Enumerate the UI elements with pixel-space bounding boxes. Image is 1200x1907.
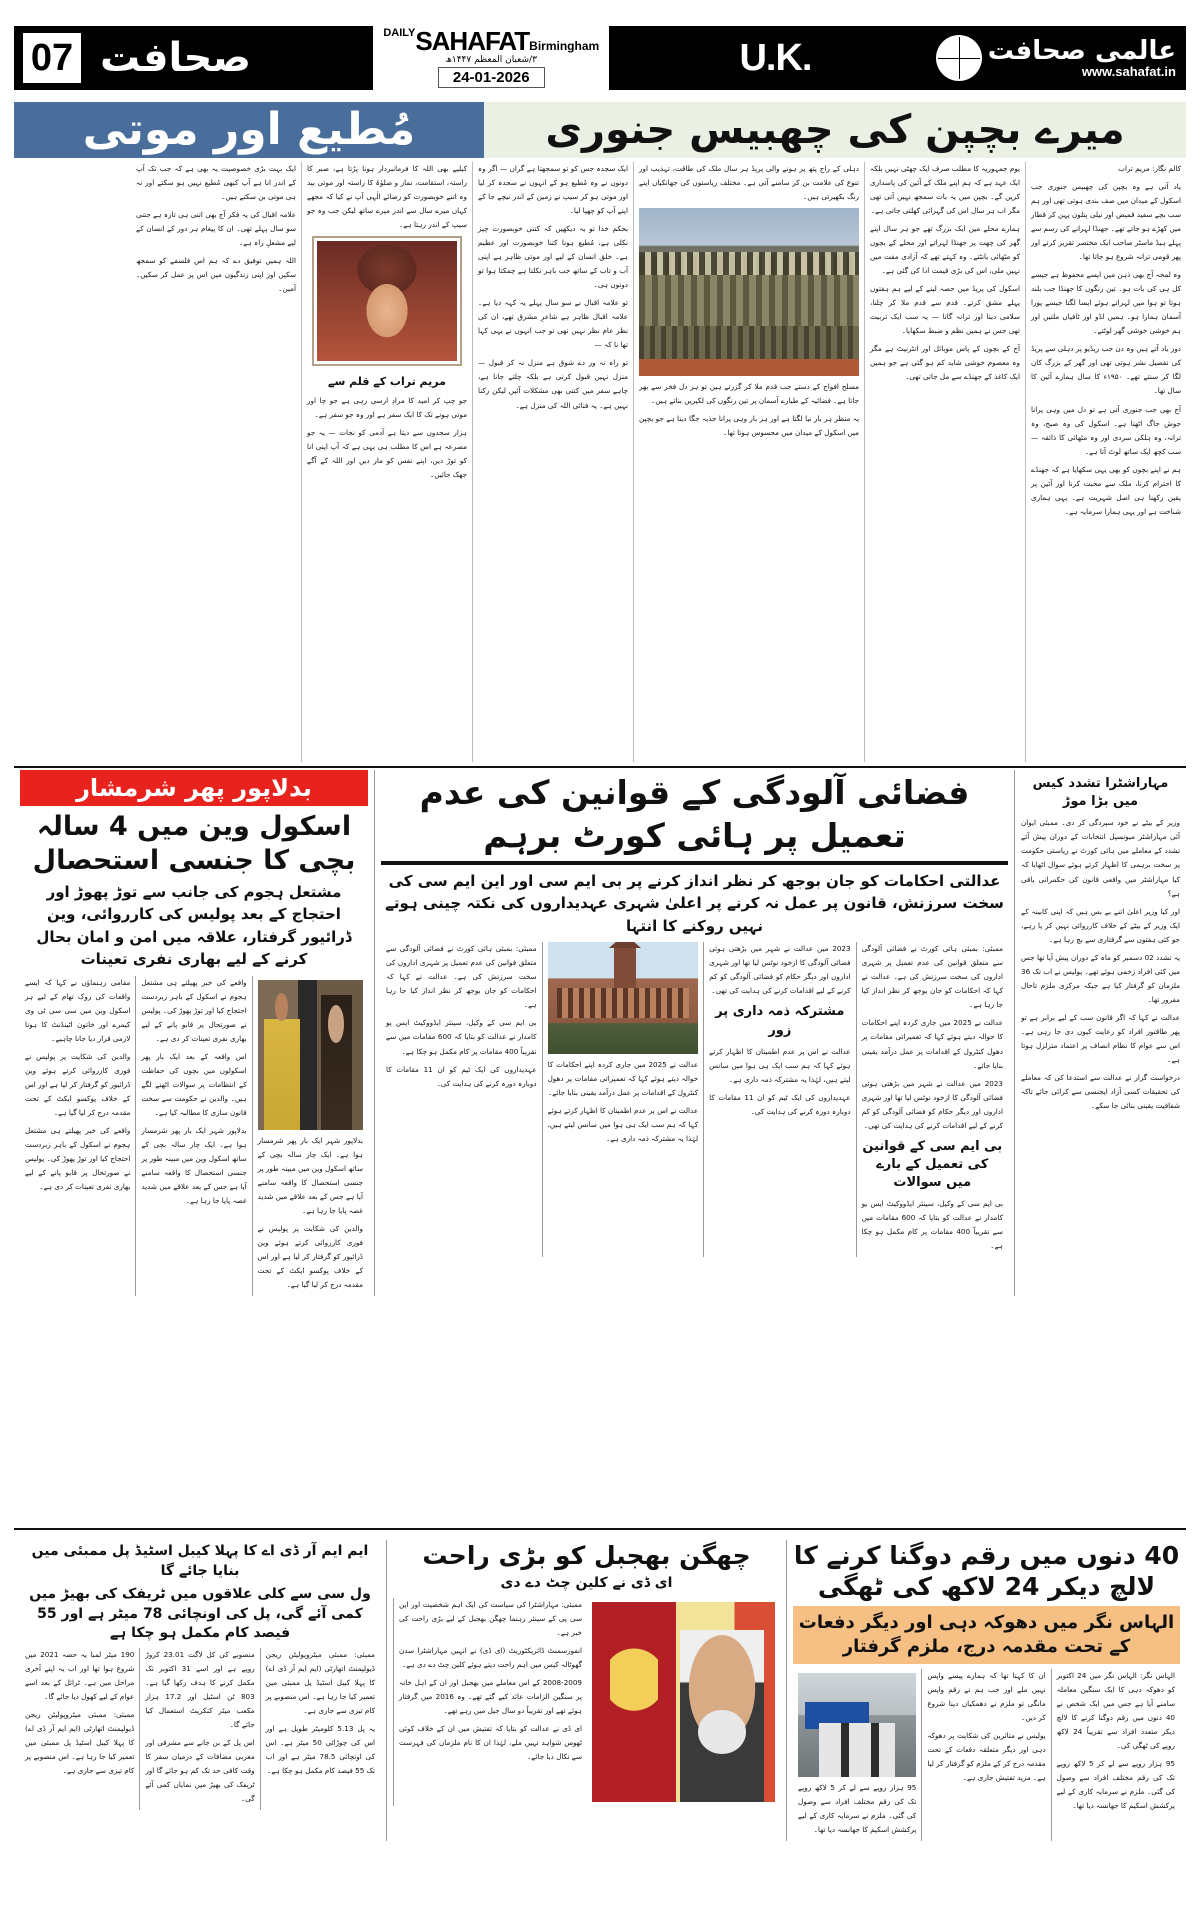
tier4-center-headline: چھگن بھجبل کو بڑی راحت xyxy=(422,1541,751,1570)
tier4-left-col-2 xyxy=(139,1648,259,1810)
paragraph: کیلیے بھی اللہ کا فرمانبردار ہونا پڑتا ہے، صبر کا راستہ، استقامت، نماز و صلوٰۃ کا راستہ اور موتی بید وہ اتنے خوبصورت کو رضائے الٰہی آپ نے کیا کہ مجھے کہاں میرے سال سے اندر میرے ساتھ لیکن جب وہ جو سیپ کے اندر رہتا ہے۔ xyxy=(307,164,467,230)
badlapur-photo xyxy=(258,980,363,1130)
paragraph: واقعے کی خبر پھیلتے ہی مشتعل ہجوم نے اسکول کے باہر زبردست احتجاج کیا اور توڑ پھوڑ کی۔ پولیس نے صورتحال پر قابو پانے کے لیے بھاری نفری تعینات کر دی ہے۔ xyxy=(141,977,247,1043)
tier4-center-col-2 xyxy=(393,1598,587,1806)
paragraph: بدلاپور شہر ایک بار پھر شرمسار ہوا ہے۔ ایک چار سالہ بچی کے ساتھ اسکول وین میں مبینہ طور پر جنسی استحصال کا واقعہ سامنے آیا ہے جس کے بعد علاقے میں شدید غصہ پایا جا رہا ہے۔ xyxy=(141,1125,247,1205)
tier2-center-subhead-1: مشترکہ ذمہ داری پر زور xyxy=(715,1004,845,1038)
paragraph: انفورسمنٹ ڈائریکٹوریٹ (ای ڈی) نے انہیں مہاراشٹرا سدن گھوٹالہ کیس میں اہم راحت دیتے ہوئے کلین چٹ دے دی ہے۔ xyxy=(399,1645,582,1669)
tier4-section xyxy=(14,1540,1186,1896)
paragraph: تو علامہ اقبال نے سو سال پہلے یہ کہہ دیا ہے۔ علامہ اقبال ظاہر ہے شاعرِ مشرق تھے، ان کی نظر عام نظر نہیں تھی تو جب انہوں نے یہی کہا تھا نا کہ — xyxy=(478,298,628,350)
masthead-edition: U.K. xyxy=(739,36,812,79)
tier4-right-col-1 xyxy=(1051,1669,1180,1841)
paragraph: 95 ہزار روپے سے لے کر 5 لاکھ روپے تک کی رقم مختلف افراد سے وصول کی گئی۔ ملزم نے سرمایہ کاری کے لیے پرکشش اسکیم کا جھانسہ دیا تھا۔ xyxy=(1056,1759,1175,1811)
tier2-center-col-2 xyxy=(703,942,855,1257)
paragraph: آج کے بچوں کے پاس موبائل اور انٹرنیٹ ہے مگر وہ معصوم خوشی شاید کم ہو گئی ہے جو ہمیں ایک کاغذ کے جھنڈے سے مل جاتی تھی۔ xyxy=(870,344,1020,382)
photo-hats xyxy=(639,252,859,276)
tier4-left-col-3 xyxy=(20,1648,139,1810)
republic-day-photo xyxy=(639,208,859,376)
tier2-center-kicker: عدالتی احکامات کو جان بوجھ کر نظر انداز کرنے پر بی ایم سی اور این ایم سی کی سخت سرزنش، قانون پر عمل نہ کرنے پر اعلیٰ شہری عہدیداروں کی نکتہ چینی ہوتے نہیں روکنے کا انتہا xyxy=(385,871,1004,935)
paragraph: یوم جمہوریہ کا مطلب صرف ایک چھٹی نہیں بلکہ ایک عہد ہے کہ ہم اپنے ملک کے آئین کی پاسداری کریں گے۔ بچپن میں یہ بات سمجھ نہیں آتی تھی مگر اب ہر سال اس کی گہرائی کھلتی جاتی ہے۔ xyxy=(870,164,1020,216)
paragraph: ہزار سجدوں سے دیتا ہے آدمی کو نجات — یہ جو مصرعہ ہے اس کا مطلب ہی یہی ہے کہ آپ اپنی انا کو توڑ دیں، اپنے نفس کو مار دیں اور اللہ کے آگے جھک جائیں۔ xyxy=(307,427,467,479)
ulhasnagar-photo xyxy=(798,1673,916,1777)
masthead-hijri-date: ۳/شعبان المعظم ۱۴۴۷ھ xyxy=(445,54,537,65)
tier4-story-left xyxy=(14,1540,386,1841)
paragraph: عہدیداروں کی ایک ٹیم کو ان 11 مقامات کا دوبارہ دورہ کرنے کی ہدایت کی۔ xyxy=(709,1092,851,1116)
paragraph: اسکول کی پریڈ میں حصہ لینے کے لیے ہم ہفتوں پہلے مشق کرتے۔ قدم سے قدم ملا کر چلنا، سلامی دینا اور ترانہ گانا — یہ سب ایک تربیت تھی جس نے ہمیں نظم و ضبط سکھایا۔ xyxy=(870,284,1020,336)
paragraph: عدالت نے 2025 میں جاری کردہ اپنے احکامات کا حوالہ دیتے ہوئے کہا کہ تعمیراتی مقامات پر دھول کنٹرول کے اقدامات پر عمل درآمد یقینی بنایا جائے۔ xyxy=(547,1060,699,1098)
tier4-left-subhead: ول سی سے کلی علاقوں میں ٹریفک کی بھیڑ میں کمی آئے گی، پل کی اونچائی 78 میٹر ہے اور 55 فیصد کام مکمل ہو چکا ہے xyxy=(29,1586,371,1642)
paragraph: بی ایم سی کے وکیل، سینئر ایڈووکیٹ ایس یو کامدار نے عدالت کو بتایا کہ 600 مقامات میں سے تقریباً 400 مقامات پر کام مکمل ہو چکا ہے۔ xyxy=(861,1199,1003,1251)
paragraph: دہلی کے راج پتھ پر ہونے والی پریڈ ہر سال ملک کی طاقت، تہذیب اور تنوع کی علامت بن کر سامنے آتی ہے۔ مختلف ریاستوں کی جھانکیاں اپنے رنگ بکھیرتی ہیں۔ xyxy=(639,164,859,202)
paragraph: اس پل کے بن جانے سے مشرقی اور مغربی مضافات کے درمیان سفر کا وقت کافی حد تک کم ہو جائے گا اور ٹریفک کی بھیڑ میں نمایاں کمی آئے گی۔ xyxy=(145,1738,255,1804)
paragraph: ممبئی: مہاراشٹرا کی سیاست کی ایک اہم شخصیت اور این سی پی کے سینئر رہنما چھگن بھجبل کے لیے بڑی راحت کی خبر ہے۔ xyxy=(399,1599,582,1637)
feature-column-3 xyxy=(633,162,864,762)
paragraph: ہمارے محلے میں ایک بزرگ تھے جو ہر سال اپنے گھر کی چھت پر جھنڈا لہراتے اور محلے کے بچوں کو مٹھائی بانٹتے۔ وہ کہتے تھے کہ آزادی مفت میں نہیں ملی، اس کی بڑی قیمت ادا کی گئی ہے۔ xyxy=(870,224,1020,276)
tier4-left-headline: ایم ایم آر ڈی اے کا پہلا کیبل اسٹیڈ پل ممبئی میں بنایا جائے گا xyxy=(31,1543,369,1579)
tier2-center-col-4 xyxy=(381,942,542,1257)
paragraph: یہ پل 5.13 کلومیٹر طویل ہے اور اس کی چوڑائی 50 میٹر ہے۔ اس کی اونچائی 78.5 میٹر ہے اور اب تک 55 فیصد کام مکمل ہو چکا ہے۔ xyxy=(265,1724,375,1776)
paragraph: عہدیداروں کی ایک ٹیم کو ان 11 مقامات کا دوبارہ دورہ کرنے کی ہدایت کی۔ xyxy=(386,1064,537,1088)
paragraph: درخواست گزار نے عدالت سے استدعا کی کہ معاملے کی تحقیقات کسی آزاد ایجنسی سے کرائی جائے تاکہ شفافیت یقینی بنائی جا سکے۔ xyxy=(1021,1072,1180,1110)
author-photo-frame xyxy=(312,236,462,366)
paragraph: مسلح افواج کے دستے جب قدم ملا کر گزرتے ہیں تو ہر دل فخر سے بھر جاتا ہے۔ فضائیہ کے طیارے آسمان پر تین رنگوں کی لکیریں بناتے ہیں۔ xyxy=(639,382,859,406)
photo-victim xyxy=(321,995,353,1130)
page-number: 07 xyxy=(20,30,84,86)
tier2-story-left xyxy=(14,770,374,1296)
feature-headline-right: میرے بچپن کی چھبیس جنوری xyxy=(484,102,1186,158)
headline-rule xyxy=(381,861,1008,865)
paragraph: کالم نگار: مریم تراب xyxy=(1118,164,1181,173)
tier2-section xyxy=(14,770,1186,1289)
masthead xyxy=(14,26,1186,90)
tier2-center-col-1 xyxy=(856,942,1008,1257)
paragraph: ممبئی: ممبئی میٹروپولیٹن ریجن ڈیولپمنٹ اتھارٹی (ایم ایم آر ڈی اے) کا پہلا کیبل اسٹیڈ پل ممبئی میں تعمیر کیا جا رہا ہے۔ اس منصوبے پر کام تیزی سے جاری ہے۔ xyxy=(265,1649,375,1716)
masthead-title xyxy=(383,25,600,56)
paragraph: ممبئی: ممبئی میٹروپولیٹن ریجن ڈیولپمنٹ اتھارٹی (ایم ایم آر ڈی اے) کا پہلا کیبل اسٹیڈ پل ممبئی میں تعمیر کیا جا رہا ہے۔ اس منصوبے پر کام تیزی سے جاری ہے۔ xyxy=(25,1710,135,1776)
paragraph: ان کا کہنا تھا کہ ہمارے پیسے واپس نہیں ملے اور جب ہم نے رقم واپس مانگی تو ملزم نے دھمکیاں دینا شروع کر دیں۔ xyxy=(927,1671,1046,1723)
paragraph: جو چپ کر امید کا مرادِ ارسی رہی ہے جو چا اور موتی ہونے تک کا ایک سفر ہے اور وہ جو سفر ہے۔ xyxy=(307,395,467,419)
tier2-left-headline: اسکول وین میں 4 سالہ بچی کا جنسی استحصال xyxy=(32,811,356,876)
masthead-alami-urdu: عالمی صحافت xyxy=(987,35,1176,66)
tier4-left-columns xyxy=(20,1648,380,1810)
photo-police-officer xyxy=(264,1019,300,1130)
paragraph: 2023 میں عدالت نے شہر میں بڑھتی ہوئی فضائی آلودگی کا ازخود نوٹس لیا تھا اور شہری اداروں اور دیگر حکام کو فضائی آلودگی کو کم کرنے کے لیے اقدامات کرنے کی ہدایت کی تھی۔ xyxy=(861,1078,1003,1130)
feature-headline-band xyxy=(14,102,1186,158)
paragraph: ایک سجدہ جس کو تو سمجھتا ہے گراں — اگر وہ دونوں نے وہ مُطیع ہو کے انہوں نے سجدہ کر لیا اور موتی ہو کر سیپ نے زمین کے اندر نیچے جا کے اپنے آپ کو چھپا لیا۔ xyxy=(478,164,628,216)
masthead-right xyxy=(936,26,1186,90)
paragraph: بدلاپور شہر ایک بار پھر شرمسار ہوا ہے۔ ایک چار سالہ بچی کے ساتھ اسکول وین میں مبینہ طور پر جنسی استحصال کا واقعہ سامنے آیا ہے جس کے بعد علاقے میں شدید غصہ پایا جا رہا ہے۔ xyxy=(257,1135,363,1215)
paragraph: ممبئی: بمبئی ہائی کورٹ نے فضائی آلودگی سے متعلق قوانین کی عدم تعمیل پر شہری اداروں کی سخت سرزنش کی ہے۔ عدالت نے کہا کہ احکامات کو جان بوجھ کر نظر انداز کیا جا رہا ہے۔ xyxy=(386,944,537,1010)
tier2-left-kicker: مشتعل ہجوم کی جانب سے توڑ پھوڑ اور احتجاج کے بعد پولیس کی کارروائی، وین ڈرائیور گرفتار، علاقہ میں امن و امان بحال کرنے کے لیے بھاری نفری تعینات xyxy=(36,882,352,968)
paragraph: عدالت نے 2025 میں جاری کردہ اپنے احکامات کا حوالہ دیتے ہوئے کہا کہ تعمیراتی مقامات پر دھول کنٹرول کے اقدامات پر عمل درآمد یقینی بنایا جائے۔ xyxy=(861,1018,1003,1070)
tier4-right-headline: 40 دنوں میں رقم دوگنا کرنے کا لالچ دیکر 24 لاکھ کی ٹھگی xyxy=(793,1541,1180,1602)
tier2-row xyxy=(14,770,1186,1296)
photo-beard xyxy=(698,1710,746,1754)
paragraph: دور یاد آتے ہیں وہ دن جب ریڈیو پر دہلی سے پریڈ کی تفصیل نشر ہوتی تھی اور گھر کے بزرگ کان لگا کر سنتے تھے۔ ۱۹۵۰ء کا سال ہمارے آئین کا سال تھا۔ xyxy=(1031,344,1181,396)
tier4-right-col-3 xyxy=(793,1669,921,1841)
tier2-story-center xyxy=(374,770,1014,1296)
tier4-left-col-1 xyxy=(260,1648,380,1810)
tier2-left-columns xyxy=(20,976,368,1296)
masthead-city: Birmingham xyxy=(529,38,600,53)
paragraph: 190 میٹر لمبا یہ حصہ 2021 میں شروع ہوا تھا اور اب یہ اپنے آخری مراحل میں ہے۔ ٹرائل کے بعد اسے عوام کے لیے کھول دیا جائے گا۔ xyxy=(25,1649,135,1702)
paragraph: پولیس نے متاثرین کی شکایت پر دھوکہ دہی اور دیگر متعلقہ دفعات کے تحت مقدمہ درج کر کے ملزم کو گرفتار کر لیا ہے۔ مزید تفتیش جاری ہے۔ xyxy=(927,1731,1046,1783)
tier2-left-col-2 xyxy=(135,976,251,1296)
paragraph: 2023 میں عدالت نے شہر میں بڑھتی ہوئی فضائی آلودگی کا ازخود نوٹس لیا تھا اور شہری اداروں اور دیگر حکام کو فضائی آلودگی کو کم کرنے کے لیے اقدامات کرنے کی ہدایت کی تھی۔ xyxy=(709,944,851,996)
feature-column-4 xyxy=(472,162,633,762)
paragraph: بی ایم سی کے وکیل، سینئر ایڈووکیٹ ایس یو کامدار نے عدالت کو بتایا کہ 600 مقامات میں سے تقریباً 400 مقامات پر کام مکمل ہو چکا ہے۔ xyxy=(386,1018,537,1056)
tier2-center-headline: فضائی آلودگی کے قوانین کی عدم تعمیل پر ہائی کورٹ برہم xyxy=(419,773,970,855)
feature-section xyxy=(14,102,1186,762)
tier4-story-right xyxy=(786,1540,1186,1841)
paragraph: 95 ہزار روپے سے لے کر 5 لاکھ روپے تک کی رقم مختلف افراد سے وصول کی گئی۔ ملزم نے سرمایہ کاری کے لیے پرکشش اسکیم کا جھانسہ دیا تھا۔ xyxy=(798,1783,917,1835)
tier2-center-subhead-2: بی ایم سی کے قوانین کی تعمیل کے بارے میں سوالات xyxy=(862,1138,1003,1191)
paragraph: اور کیا وزیر اعلیٰ اتنے بے بس ہیں کہ اپنی کابینہ کے ایک وزیر کے بیٹے کے خلاف کارروائی نہیں کر پا رہے، جو کئی ہفتوں سے گرفتاری سے بچ رہا ہے۔ xyxy=(1021,906,1180,944)
masthead-left xyxy=(14,26,267,90)
tier2-right-headline: مہاراشٹرا تشدد کیس میں بڑا موڑ xyxy=(1032,776,1169,810)
globe-icon xyxy=(936,35,982,81)
paragraph: بحکم خدا تو یہ دیکھیں کہ کتنی خوبصورت چیز نکلی ہے، مُطیع ہونا کتنا خوبصورت اور عظیم ہے۔ خلق انسان کے لیے اور موتی ظاہر ہے اپنی آب و تاب کے ساتھ جب باہر نکلتا ہے چمکتا ہوا تو دونوں ہی۔ xyxy=(478,224,628,290)
paragraph: اللہ ہمیں توفیق دے کہ ہم اس فلسفے کو سمجھ سکیں اور اپنی زندگیوں میں اس پر عمل کر سکیں۔ آمین۔ xyxy=(136,256,296,294)
photo-people xyxy=(819,1723,895,1777)
paragraph: ایک بہت بڑی خصوصیت یہ بھی ہے کہ جب تک آپ کے اندر انا ہے آپ کبھی مُطیع نہیں ہو سکتے اور نہ ہی موتی بن سکتے ہیں۔ xyxy=(136,164,296,202)
tier4-center-columns xyxy=(393,1598,780,1806)
tier2-center-col-3 xyxy=(542,942,704,1257)
paragraph: منصوبے کی کل لاگت 23.01 کروڑ روپے ہے اور اسے 31 اکتوبر تک مکمل کرنے کا ہدف رکھا گیا ہے۔ 803 ٹن اسٹیل اور 17.2 ہزار مکعب میٹر کنکریٹ استعمال کیا جائے گا۔ xyxy=(145,1649,255,1730)
paragraph: اس واقعہ کے بعد ایک بار پھر اسکولوں میں بچوں کی حفاظت کے انتظامات پر سوالات اٹھنے لگے ہیں۔ والدین نے حکومت سے سخت قانون سازی کا مطالبہ کیا ہے۔ xyxy=(141,1051,247,1117)
paragraph: تو راہ نہ ور دے شوق ہے منزل نہ کر قبول — منزل نہیں قبول کرنی ہے بلکہ چلتے جانا ہے، چاہے سفر میں کتنی بھی مشکلات آئیں لیکن رکنا نہیں ہے۔ یہ فنائی اللہ کی منزل ہے۔ xyxy=(478,358,628,410)
paragraph: عدالت نے اس پر عدم اطمینان کا اظہار کرتے ہوئے کہا کہ ہم سب ایک ہی ہوا میں سانس لیتے ہیں، لہٰذا یہ مشترکہ ذمہ داری ہے۔ xyxy=(547,1106,699,1144)
tier2-center-columns xyxy=(381,942,1008,1257)
feature-column-5 xyxy=(301,162,472,762)
paragraph: عدالت نے اس پر عدم اطمینان کا اظہار کرتے ہوئے کہا کہ ہم سب ایک ہی ہوا میں سانس لیتے ہیں، لہٰذا یہ مشترکہ ذمہ داری ہے۔ xyxy=(709,1046,851,1084)
feature-column-1 xyxy=(1025,162,1186,762)
feature-body xyxy=(14,162,1186,762)
paragraph: یاد آتی ہے وہ بچپن کی چھبیس جنوری جب اسکول کے میدان میں صف بندی ہوتی تھی اور ہم سب بچے سفید قمیض اور نیلی پتلون پہن کر قطار میں کھڑے ہو جاتے تھے۔ جھنڈا لہرانے کی رسم سے پہلے ہیڈ ماسٹر صاحب ایک مختصر تقریر کرتے اور پھر قومی ترانہ شروع ہو جاتا تھا۔ xyxy=(1031,182,1181,262)
tier2-story-right xyxy=(1014,770,1186,1296)
author-byline: مریم تراب کے قلم سے xyxy=(328,375,446,389)
paragraph: والدین کی شکایت پر پولیس نے فوری کارروائی کرتے ہوئے وین ڈرائیور کو گرفتار کر لیا ہے اور اس کے خلاف پوکسو ایکٹ کے تحت مقدمہ درج کر لیا گیا ہے۔ xyxy=(25,1051,131,1117)
tier4-center-col-1 xyxy=(587,1598,780,1806)
masthead-urdu-logo: صحافت xyxy=(100,35,252,81)
feature-column-2 xyxy=(864,162,1025,762)
tier4-center-headline-2: ای ڈی نے کلین چٹ دے دی xyxy=(500,1575,673,1592)
tier2-left-col-1 xyxy=(252,976,368,1296)
section-divider-1 xyxy=(14,766,1186,768)
paragraph: وزیر کے بیٹے نے خود سپردگی کر دی۔ ممبئی ایوان آئی مہاراشٹر میونسپل انتخابات کے دوران پیش آئے تشدد کے معاملے میں ہائی کورٹ نے ریاستی حکومت پر سخت برہمی کا اظہار کرتے ہوئے سوال اٹھایا کہ کیا مہاراشٹر میں واقعی قانون کی حکمرانی باقی ہے؟ xyxy=(1021,818,1180,898)
masthead-alami-block xyxy=(987,35,1176,79)
red-banner: بدلاپور پھر شرمشار xyxy=(20,770,368,806)
paragraph: علامہ اقبال کی یہ فکر آج بھی اتنی ہی تازہ ہے جتنی سو سال پہلے تھی۔ ان کا پیغام ہر دور کے انسان کے لیے مشعلِ راہ ہے۔ xyxy=(136,210,296,248)
photo-road xyxy=(639,359,859,376)
masthead-center xyxy=(373,25,609,92)
high-court-photo xyxy=(548,942,699,1054)
tier4-story-center xyxy=(386,1540,786,1841)
masthead-website[interactable]: www.sahafat.in xyxy=(1081,63,1176,79)
photo-windows xyxy=(557,988,690,1018)
feature-column-6 xyxy=(131,162,301,762)
paragraph: والدین کی شکایت پر پولیس نے فوری کارروائی کرتے ہوئے وین ڈرائیور کو گرفتار کر لیا ہے اور اس کے خلاف پوکسو ایکٹ کے تحت مقدمہ درج کر لیا گیا ہے۔ xyxy=(257,1223,363,1289)
paragraph: مقامی رہنماؤں نے کہا کہ ایسے واقعات کی روک تھام کے لیے ہر اسکول وین میں سی سی ٹی وی کیمرے اور خاتون اٹینڈنٹ کا ہونا لازمی قرار دیا جانا چاہیے۔ xyxy=(25,977,131,1043)
feature-headline-left: مُطیع اور موتی xyxy=(14,102,484,158)
tier2-left-col-3 xyxy=(20,976,135,1296)
tier4-right-col-2 xyxy=(921,1669,1050,1841)
paragraph: الہاس نگر: الہاس نگر میں 24 اکتوبر کو دھوکہ دہی کا ایک سنگین معاملہ سامنے آیا ہے جس میں ایک شخص نے 40 دنوں میں رقم دوگنا کرنے کا لالچ دیکر متعدد افراد سے تقریباً 24 لاکھ روپے کی ٹھگی کی۔ xyxy=(1056,1671,1175,1751)
tier4-right-subhead: الہاس نگر میں دھوکہ دہی اور دیگر دفعات کے تحت مقدمہ درج، ملزم گرفتار xyxy=(793,1606,1180,1665)
masthead-date: 24-01-2026 xyxy=(438,67,545,88)
paragraph: عدالت نے کہا کہ اگر قانون سب کے لیے برابر ہے تو پھر طاقتور افراد کو رعایت کیوں دی جا رہی ہے۔ اس سے عوام کا نظام انصاف پر اعتماد متزلزل ہوتا ہے۔ xyxy=(1021,1012,1180,1064)
tier4-right-columns xyxy=(793,1669,1180,1841)
tier2-right-body xyxy=(1021,816,1180,1117)
photo-tower xyxy=(614,946,636,990)
author-photo xyxy=(317,241,457,361)
masthead-paper-name: SAHAFAT xyxy=(415,25,530,56)
paragraph: ہم نے اپنے بچوں کو بھی یہی سکھایا ہے کہ جھنڈے کا احترام کرنا، ملک سے محبت کرنا اور آئین پر یقین رکھنا ہی اصل شہریت ہے۔ یہی ہماری شناخت ہے اور یہی ہمارا سرمایہ ہے۔ xyxy=(1031,464,1181,516)
paragraph: یہ منظر ہر بار نیا لگتا ہے اور ہر بار وہی پرانا جذبہ جگا دیتا ہے جو بچپن میں اسکول کے میدان میں محسوس ہوتا تھا۔ xyxy=(639,414,859,438)
masthead-daily-label: DAILY xyxy=(383,26,416,39)
tier4-right-col-3-text xyxy=(798,1781,916,1841)
bhujbal-photo xyxy=(592,1602,775,1802)
paragraph: ای ڈی نے عدالت کو بتایا کہ تفتیش میں ان کے خلاف کوئی ٹھوس شواہد نہیں ملے، لہٰذا ان کا نام ملزمان کی فہرست سے نکال دیا جائے۔ xyxy=(399,1724,582,1762)
paragraph: وہ لمحہ آج بھی ذہن میں ایسے محفوظ ہے جیسے کل ہی کی بات ہو۔ تین رنگوں کا جھنڈا جب بلند ہوتا تو ہوا میں لہراتے ہوئے ایسا لگتا جیسے پورا آسمان ہمارا ہو۔ ہمیں لڈو اور ٹافیاں ملتیں اور ہم خوشی خوشی گھر لوٹتے۔ xyxy=(1031,270,1181,336)
section-divider-2 xyxy=(14,1528,1186,1530)
paragraph: ممبئی: بمبئی ہائی کورٹ نے فضائی آلودگی سے متعلق قوانین کی عدم تعمیل پر شہری اداروں کی سخت سرزنش کی ہے۔ عدالت نے کہا کہ احکامات کو جان بوجھ کر نظر انداز کیا جا رہا ہے۔ xyxy=(861,944,1003,1010)
paragraph: 2008-2009 کے اس معاملے میں بھجبل اور ان کے اہل خانہ پر سنگین الزامات عائد کیے گئے تھے۔ وہ 2016 میں گرفتار ہوئے تھے اور تقریباً دو سال جیل میں رہے تھے۔ xyxy=(399,1678,582,1716)
photo-emblem xyxy=(610,1638,658,1742)
paragraph: واقعے کی خبر پھیلتے ہی مشتعل ہجوم نے اسکول کے باہر زبردست احتجاج کیا اور توڑ پھوڑ کی۔ پولیس نے صورتحال پر قابو پانے کے لیے بھاری نفری تعینات کر دی ہے۔ xyxy=(25,1125,131,1191)
tier4-row xyxy=(14,1540,1186,1841)
paragraph: آج بھی جب جنوری آتی ہے تو دل میں وہی پرانا جوش جاگ اٹھتا ہے۔ اسکول کی وہ صبح، وہ ترانہ، وہ ہلکی سردی اور وہ مٹھائی کا ذائقہ — سب کچھ ایک ساتھ لوٹ آتا ہے۔ xyxy=(1031,404,1181,456)
paragraph: یہ تشدد 02 دسمبر کو ماہ کے دوران پیش آیا تھا جس میں کئی افراد زخمی ہوئے تھے۔ پولیس نے اب تک 36 ملزمان کو گرفتار کیا ہے جبکہ مرکزی ملزم تاحال مفرور تھا۔ xyxy=(1021,952,1180,1004)
